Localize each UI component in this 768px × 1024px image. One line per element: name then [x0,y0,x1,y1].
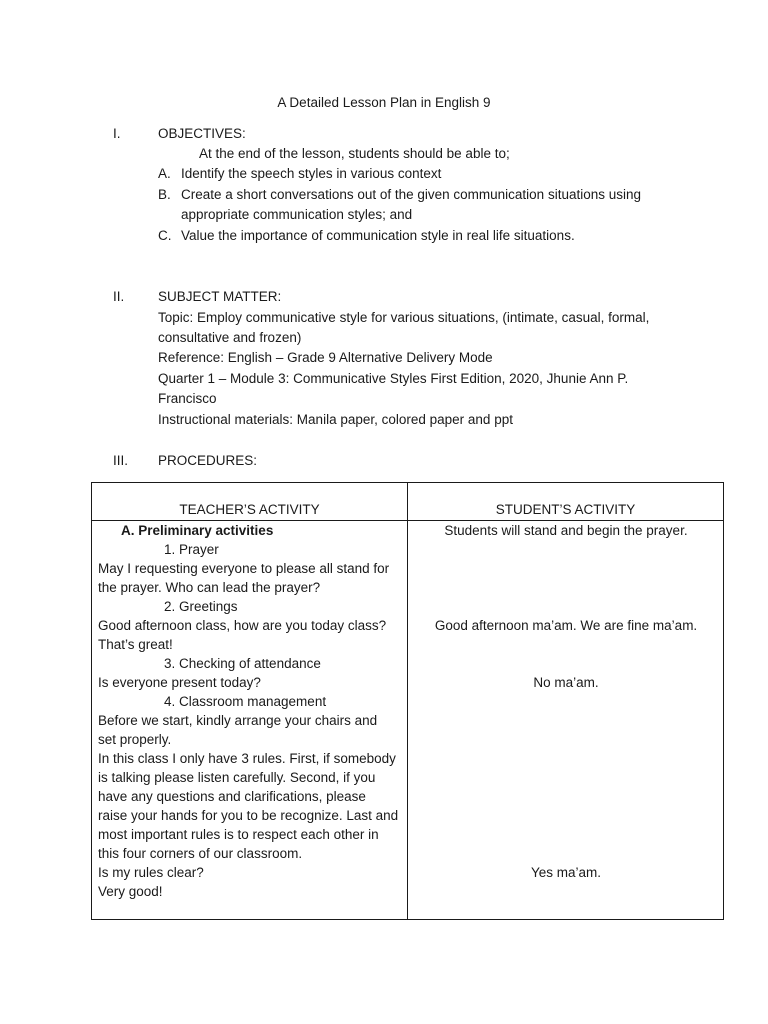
objective-b-text-line1: Create a short conversations out of the given communication situations using [181,187,642,202]
quarter-line1: Quarter 1 – Module 3: Communicative Styles First Edition, 2020, Jhunie Ann P. [158,371,629,386]
topic-line1: Topic: Employ communicative style for various situations, (intimate, casual, formal, [158,310,650,325]
objective-letter-b: B. [158,187,171,202]
greetings-line1: Good afternoon class, how are you today class? [98,618,387,633]
objective-b-text-line2: appropriate communication styles; and [181,207,413,222]
subject-matter-number: II. [113,289,125,304]
management-line5: have any questions and clarifications, please [98,789,366,804]
management-line10: Very good! [98,884,163,899]
table-header-row [92,483,724,521]
quarter-line2: Francisco [158,391,217,406]
management-line7: most important rules is to respect each other in [98,827,379,842]
student-greetings-response: Good afternoon ma’am. We are fine ma’am. [434,618,698,633]
student-activity-header [408,483,724,521]
student-attendance-response: No ma’am. [533,675,599,690]
management-title: 4. Classroom management [164,694,327,709]
attendance-line1: Is everyone present today? [98,675,261,690]
objectives-heading: OBJECTIVES: [158,126,246,141]
procedures-table [91,482,724,920]
management-line1: Before we start, kindly arrange your chairs and [98,713,378,728]
prayer-title: 1. Prayer [164,542,219,557]
objective-letter-a: A. [158,166,171,181]
objectives-intro: At the end of the lesson, students should be able to; [199,146,510,161]
subject-matter-heading: SUBJECT MATTER: [158,289,282,304]
preliminary-activities-label: A. Preliminary activities [121,523,274,538]
student-prayer-response: Students will stand and begin the prayer. [444,523,688,538]
teacher-activity-cell [92,521,408,920]
student-activity-header-label: STUDENT’S ACTIVITY [495,502,636,517]
procedures-heading: PROCEDURES: [158,453,258,468]
management-line6: raise your hands for you to be recognize. Last and [98,808,399,823]
management-line2: set properly. [98,732,172,747]
teacher-activity-header [92,483,408,521]
management-line3: In this class I only have 3 rules. First, if somebody [98,751,396,766]
student-activity-cell [408,521,724,920]
attendance-title: 3. Checking of attendance [164,656,321,671]
materials-line: Instructional materials: Manila paper, colored paper and ppt [158,412,513,427]
objective-c-text: Value the importance of communication style in real life situations. [181,228,575,243]
objectives-number: I. [113,126,121,141]
table-row [92,521,724,920]
prayer-line2: the prayer. Who can lead the prayer? [98,580,321,595]
procedures-number: III. [113,453,129,468]
greetings-line2: That’s great! [98,637,173,652]
objective-letter-c: C. [158,228,172,243]
student-rules-response: Yes ma’am. [530,865,602,880]
reference-line: Reference: English – Grade 9 Alternative Delivery Mode [158,350,493,365]
greetings-title: 2. Greetings [164,599,238,614]
topic-line2: consultative and frozen) [158,330,302,345]
management-line4: is talking please listen carefully. Second, if you [98,770,376,785]
teacher-activity-header-label: TEACHER’S ACTIVITY [179,502,320,517]
prayer-line1: May I requesting everyone to please all stand for [98,561,390,576]
objective-a-text: Identify the speech styles in various context [181,166,442,181]
management-line8: this four corners of our classroom. [98,846,303,861]
document-title: A Detailed Lesson Plan in English 9 [277,95,491,110]
management-line9: Is my rules clear? [98,865,204,880]
